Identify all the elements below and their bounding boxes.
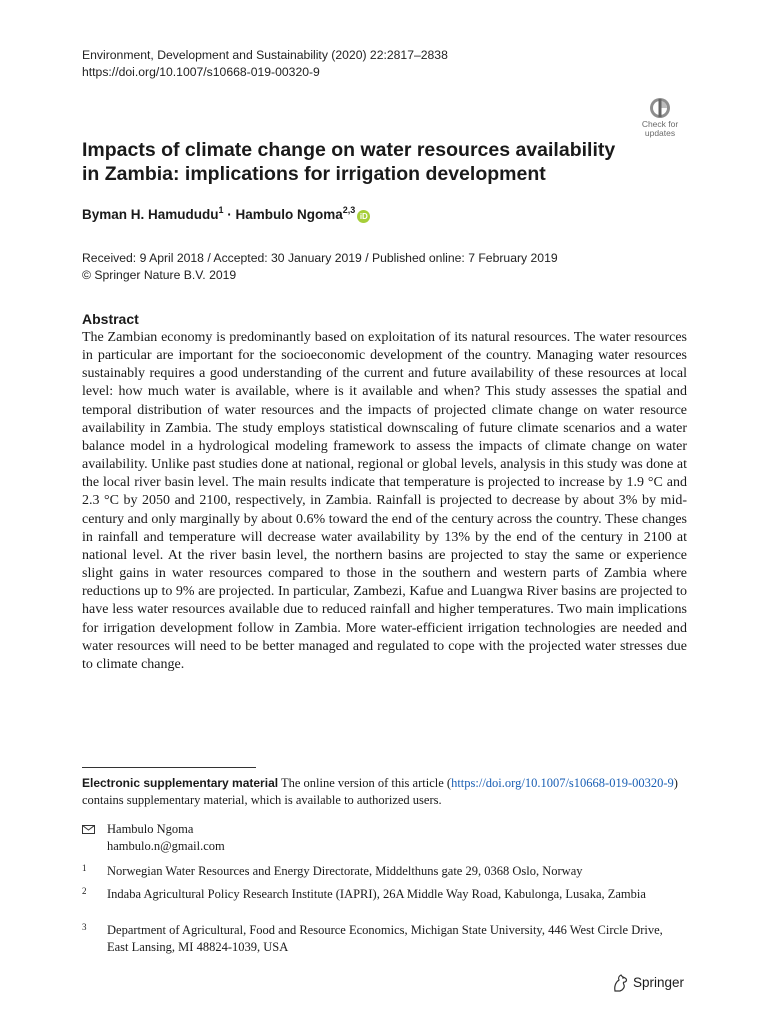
contact-email[interactable]: hambulo.n@gmail.com <box>107 838 225 853</box>
author-affiliation-ref: 1 <box>218 205 224 215</box>
author-separator: · <box>223 207 236 222</box>
affiliation-number: 3 <box>82 922 87 932</box>
author-name[interactable]: Byman H. Hamududu <box>82 207 219 222</box>
affiliation-text: Department of Agricultural, Food and Resource Economics, Michigan State University, 446 West Circle Drive, East Lansing, MI 48824-1039, USA <box>107 923 663 954</box>
check-for-updates-icon <box>632 97 688 121</box>
author-affiliation-ref: 2,3 <box>342 205 356 215</box>
check-for-updates-label-2: updates <box>644 128 676 138</box>
abstract-text: The Zambian economy is predominantly based on exploitation of its natural resources. The water resources in particular are important for the socioeconomic development of the country. Managing water resources sustainably requires a good understanding of the current and future availability of these resources at local level: how much water is available, where is it available and when? This study assesses the spatial and temporal distribution of water resources and the impacts of projected climate change on water resource availability in Zambia. The study employs statistical downscaling of future climate scenarios and a water balance model in a hydrological modeling framework to assess the impacts of climate change on water availability. Unlike past studies done at national, regional or global levels, analysis in this study was done at the local river basin level. The main results indicate that temperature is projected to increase by 1.9 °C and 2.3 °C by 2050 and 2100, respectively, in Zambia. Rainfall is projected to decrease by about 3% by mid-century and only marginally by about 0.6% toward the end of the century across the country. These changes in rainfall and temperature will decrease water availability by 13% by the end of the century in 2100 at national level. At the river basin level, the northern basins are projected to stay the same or experience slight gains in water resources compared to those in the southern and western parts of Zambia where reductions up to 9% are projected. In particular, Zambezi, Kafue and Luangwa River basins are projected to have less water resources available due to reduced rainfall and higher temperatures. Two main implications for irrigation development follow in Zambia. More water-efficient irrigation technologies are needed and water resources will need to be better managed and regulated to cope with the projected water stresses due to climate change. <box>82 330 687 672</box>
envelope-icon <box>82 825 95 834</box>
publication-dates <box>82 250 558 283</box>
author-list <box>82 205 370 223</box>
affiliation-text: Indaba Agricultural Policy Research Institute (IAPRI), 26A Middle Way Road, Kabulonga, Lusaka, Zambia <box>107 887 646 901</box>
footnote-divider <box>82 767 256 768</box>
publisher-name: Springer <box>633 975 685 990</box>
springer-horse-icon <box>611 973 629 993</box>
supplementary-label: Electronic supplementary material <box>82 776 279 790</box>
abstract-heading: Abstract <box>82 311 139 327</box>
author-name[interactable]: Hambulo Ngoma <box>235 207 343 222</box>
orcid-icon[interactable]: iD <box>357 210 370 223</box>
check-for-updates-badge[interactable] <box>632 97 688 143</box>
journal-citation: Environment, Development and Sustainability (2020) 22:2817–2838 <box>82 48 448 62</box>
contact-name: Hambulo Ngoma <box>107 822 194 836</box>
check-for-updates-label: Check for <box>641 119 679 129</box>
supplementary-link[interactable]: https://doi.org/10.1007/s10668-019-00320-9 <box>451 776 674 790</box>
history-dates: Received: 9 April 2018 / Accepted: 30 January 2019 / Published online: 7 February 2019 <box>82 251 558 265</box>
journal-header <box>82 47 448 80</box>
affiliation-number: 2 <box>82 886 87 896</box>
copyright-line: © Springer Nature B.V. 2019 <box>82 267 237 282</box>
title-line-1: Impacts of climate change on water resources availability <box>82 139 616 161</box>
supplementary-note <box>82 775 687 808</box>
title-line-2: in Zambia: implications for irrigation development <box>82 163 546 185</box>
affiliation-text: Norwegian Water Resources and Energy Directorate, Middelthuns gate 29, 0368 Oslo, Norway <box>107 864 583 878</box>
supplementary-text-after: ) contains supplementary material, which is available to authorized users. <box>82 776 678 807</box>
affiliation-number: 1 <box>82 863 87 873</box>
paper-title <box>82 138 622 186</box>
doi-link[interactable]: https://doi.org/10.1007/s10668-019-00320-9 <box>82 64 320 79</box>
supplementary-text-before: The online version of this article ( <box>278 776 452 790</box>
